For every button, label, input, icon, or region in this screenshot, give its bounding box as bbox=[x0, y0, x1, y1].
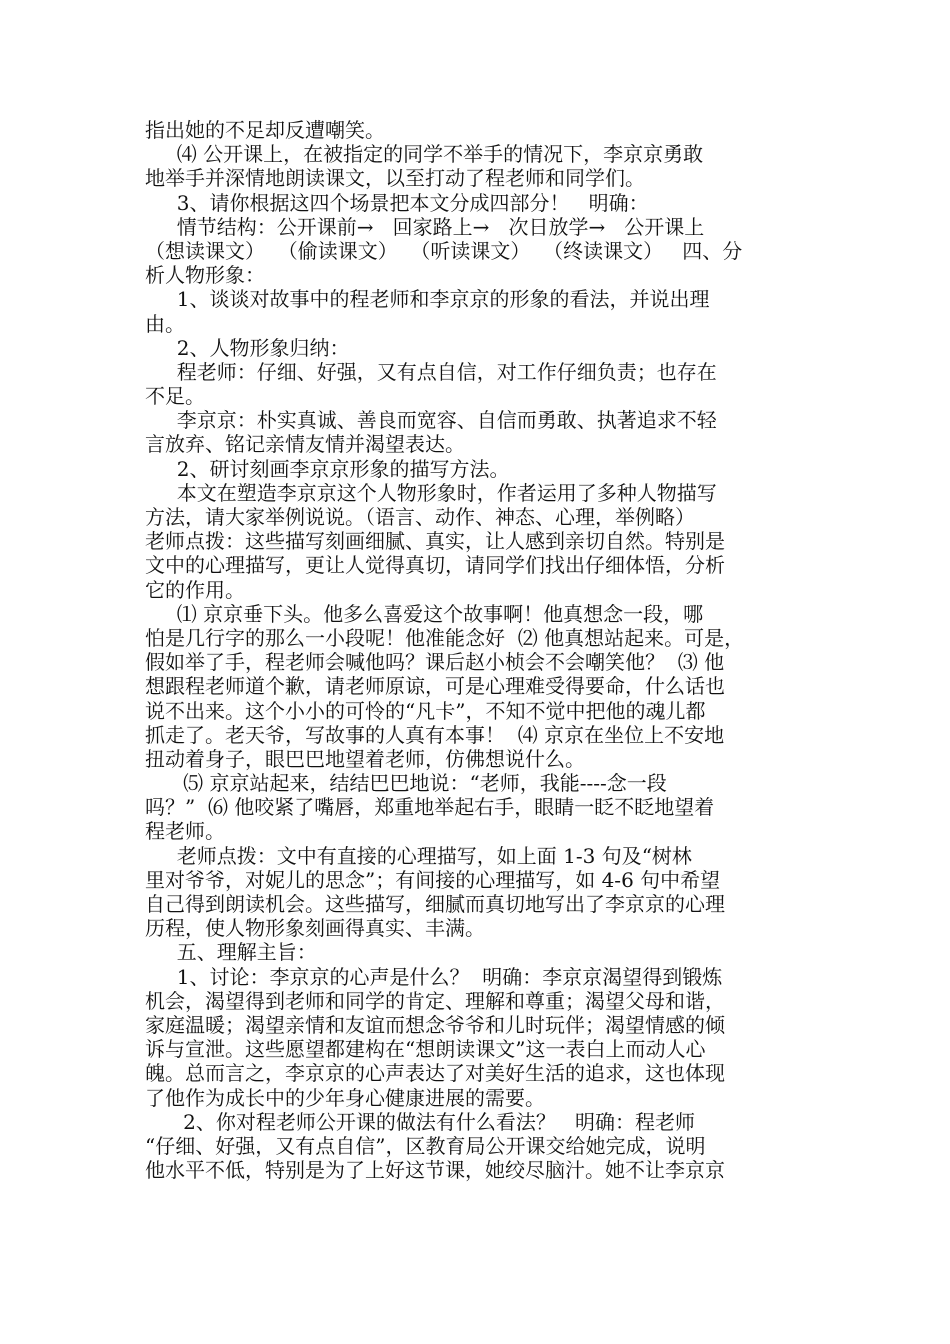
text-line: 怕是几行字的那么一小段呢！他准能念好 ⑵ 他真想站起来。可是， bbox=[145, 625, 745, 650]
text-line: 机会，渴望得到老师和同学的肯定、理解和尊重；渴望父母和谐， bbox=[145, 988, 725, 1013]
text-line: “仔细、好强，又有点自信”，区教育局公开课交给她完成，说明 bbox=[145, 1133, 706, 1158]
text-line: 说不出来。这个小小的可怜的“凡卡”，不知不觉中把他的魂儿都 bbox=[145, 698, 706, 723]
text-line: 里对爷爷，对妮儿的思念”；有间接的心理描写，如 4-6 句中希望 bbox=[145, 867, 721, 892]
document-body bbox=[145, 118, 813, 1182]
text-line: 方法，请大家举例说说。（语言、动作、神态、心理，举例略） bbox=[145, 505, 695, 529]
text-line: 由。 bbox=[145, 311, 185, 336]
text-line: （想读课文） （偷读课文） （听读课文） （终读课文） 四、分 bbox=[145, 238, 743, 263]
text-line: 吗？” ⑹ 他咬紧了嘴唇，郑重地举起右手，眼睛一眨不眨地望着 bbox=[145, 795, 715, 820]
text-line: 诉与宣泄。这些愿望都建构在“想朗读课文”这一表白上而动人心 bbox=[145, 1037, 706, 1062]
text-line: 析人物形象： bbox=[145, 263, 265, 288]
text-line: 不足。 bbox=[145, 384, 205, 409]
text-line: 2、你对程老师公开课的做法有什么看法？ 明确：程老师 bbox=[145, 1109, 695, 1134]
text-line: 2、人物形象归纳： bbox=[145, 335, 350, 360]
text-line: 自己得到朗读机会。这些描写，细腻而真切地写出了李京京的心理 bbox=[145, 892, 725, 916]
text-line: 2、研讨刻画李京京形象的描写方法。 bbox=[145, 456, 510, 481]
text-line: 老师点拨：这些描写刻画细腻、真实，让人感到亲切自然。特别是 bbox=[145, 529, 725, 554]
text-line: 3、请你根据这四个场景把本文分成四部分！ 明确： bbox=[145, 190, 649, 215]
text-line: 言放弃、铭记亲情友情并渴望表达。 bbox=[145, 432, 465, 457]
text-line: 程老师：仔细、好强，又有点自信，对工作仔细负责；也存在 bbox=[145, 359, 717, 384]
text-line: 五、理解主旨： bbox=[145, 940, 317, 965]
text-line: 文中的心理描写，更让人觉得真切，请同学们找出仔细体悟，分析 bbox=[145, 553, 725, 578]
text-line: 扭动着身子，眼巴巴地望着老师，仿佛想说什么。 bbox=[145, 746, 585, 771]
text-line: 1、讨论：李京京的心声是什么？ 明确：李京京渴望得到锻炼 bbox=[145, 964, 723, 989]
text-line: 李京京：朴实真诚、善良而宽容、自信而勇敢、执著追求不轻 bbox=[145, 408, 717, 433]
text-line: 地举手并深情地朗读课文，以至打动了程老师和同学们。 bbox=[145, 166, 645, 191]
text-line: 假如举了手，程老师会喊他吗？课后赵小桢会不会嘲笑他？ ⑶ 他 bbox=[145, 650, 725, 675]
text-line: 他水平不低，特别是为了上好这节课，她绞尽脑汁。她不让李京京 bbox=[145, 1158, 725, 1183]
text-line: 它的作用。 bbox=[145, 577, 245, 602]
text-line: 情节结构：公开课前→ 回家路上→ 次日放学→ 公开课上 bbox=[145, 214, 705, 239]
text-line: 抓走了。老天爷，写故事的人真有本事！ ⑷ 京京在坐位上不安地 bbox=[145, 722, 725, 747]
text-line: 了他作为成长中的少年身心健康进展的需要。 bbox=[145, 1085, 545, 1110]
text-line: 1、谈谈对故事中的程老师和李京京的形象的看法，并说出理 bbox=[145, 287, 710, 312]
text-line: 指出她的不足却反遭嘲笑。 bbox=[145, 118, 385, 142]
text-line: 本文在塑造李京京这个人物形象时，作者运用了多种人物描写 bbox=[145, 480, 717, 505]
text-line: ⑴ 京京垂下头。他多么喜爱这个故事啊！他真想念一段，哪 bbox=[145, 601, 704, 626]
text-line: ⑷ 公开课上，在被指定的同学不举手的情况下，李京京勇敢 bbox=[145, 142, 704, 167]
text-line: 历程，使人物形象刻画得真实、丰满。 bbox=[145, 916, 485, 941]
text-line: 想跟程老师道个歉，请老师原谅，可是心理难受得要命，什么话也 bbox=[145, 674, 725, 699]
text-line: ⑸ 京京站起来，结结巴巴地说：“老师，我能----念一段 bbox=[145, 771, 667, 796]
text-line: 老师点拨：文中有直接的心理描写，如上面 1-3 句及“树林 bbox=[145, 843, 692, 868]
text-line: 魄。总而言之，李京京的心声表达了对美好生活的追求，这也体现 bbox=[145, 1061, 725, 1086]
text-line: 家庭温暖；渴望亲情和友谊而想念爷爷和儿时玩伴；渴望情感的倾 bbox=[145, 1012, 725, 1037]
text-line: 程老师。 bbox=[145, 819, 225, 844]
